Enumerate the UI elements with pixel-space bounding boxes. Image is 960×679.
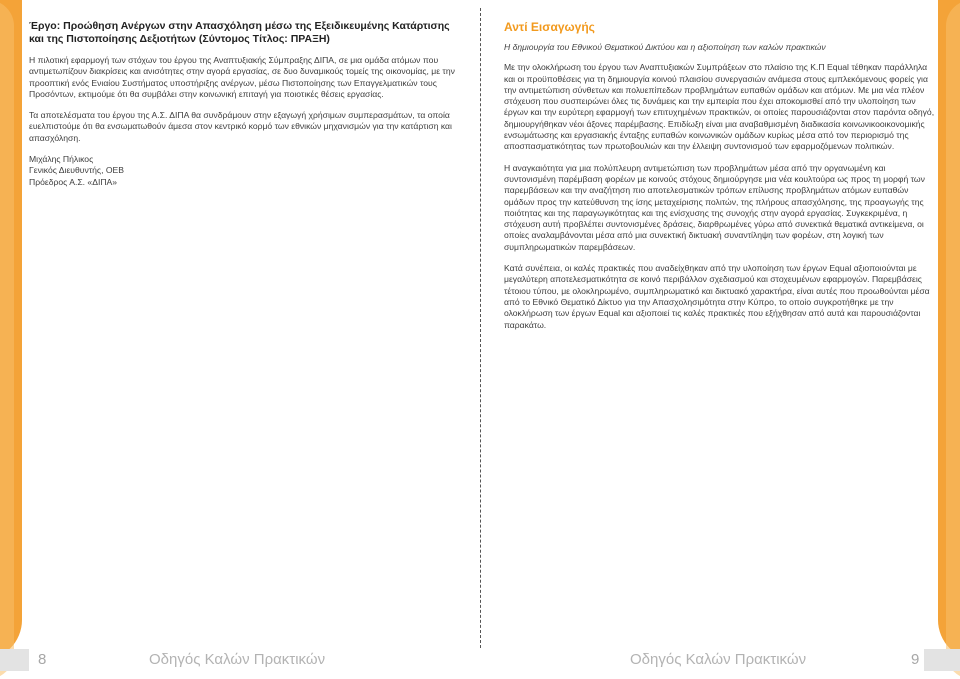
right-paragraph-1: Με την ολοκλήρωση του έργου των Αναπτυξιακών Συμπράξεων στο πλαίσιο της Κ.Π Equal τέθηκαν παράλληλα και οι προϋποθέσεις για τη δημιουργία κοινού πλαισίου συνεργασιών ανάμεσα στους εμπλεκόμενους φορείς για την αντιμετώπιση σύνθετων και πολυεπίπεδων προβλημάτων ευπαθών ομάδων και ατόμων. Με μια νέα πλέον στόχευση που συσπειρώνει όλες τις δυνάμεις και την εμπειρία που έχει αποκομισθεί από την υλοποίηση των έργων και την ευρύτερη εφαρμογή των επιτυχημένων πρακτικών, οι οποίες παρουσιάζονται στον παρόντα οδηγό, δημιουργήθηκαν νέοι άξονες παρέμβασης. Επιδίωξη είναι μια αναβαθμισμένη διαδικασία κοινωνικοοικονομικής ενσωμάτωσης και εργασιακής ένταξης ευπαθών κοινωνικών ομάδων κυρίως μέσα από τον περιορισμό της αποσπασματικότητας των πρωτοβουλιών και την έλλειψη συντονισμού των εφαρμοζόμενων πολιτικών. (504, 62, 935, 152)
signature-role: Γενικός Διευθυντής, ΟΕΒ (29, 165, 124, 176)
right-page-heading: Αντί Εισαγωγής (504, 20, 595, 34)
right-side-tab-highlight (946, 0, 960, 679)
right-page-subtitle: Η δημιουργία του Εθνικού Θεματικού Δικτύου και η αξιοποίηση των καλών πρακτικών (504, 42, 826, 52)
left-side-tab-highlight (0, 0, 14, 679)
right-paragraph-2: Η αναγκαιότητα για μια πολύπλευρη αντιμετώπιση των προβλημάτων μέσα από την οργανωμένη και συντονισμένη παρέμβαση φορέων με κοινούς στόχους δημιούργησε μια νέα κουλτούρα ως προς τη μορφή των παρεμβάσεων και την αναζήτηση πιο αποτελεσματικών τρόπων επίλυσης προβλημάτων ατόμων ευπαθών ομάδων προς την κατεύθυνση της ίσης μεταχείρισης πολιτών, της πλήρους απασχόλησης, της προαγωγής της ποιότητας και της παραγωγικότητας και της ενίσχυσης της συνοχής στην αγορά εργασίας. Συγκεκριμένα, η στόχευση αυτή προβλέπει συντονισμένες δράσεις, διαρθρωμένες γύρω από συνεκτικά θεματικά αντικείμενα, οι οποίες αναλαμβάνονται μέσα από μια συνεκτική δικτυακή συναντίληψη των φορέων, στη λογική των συμπληρωματικών παρεμβάσεων. (504, 162, 925, 252)
left-page-number: 8 (38, 651, 47, 668)
left-footer-title: Οδηγός Καλών Πρακτικών (149, 651, 326, 668)
right-page (504, 20, 936, 341)
signature-block (29, 154, 459, 188)
left-paragraph-1: Η πιλοτική εφαρμογή των στόχων του έργου της Αναπτυξιακής Σύμπραξης ΔΙΠΑ, σε μια ομάδα ατόμων που αντιμετωπίζουν διακρίσεις και ανισότητες στην αγορά εργασίας, σε δυο δυναμικούς τομείς της οικονομίας, με την προοπτική ενός Ενιαίου Συστήματος υποστήριξης ανέργων, μέσω Πιστοποίησης των Επαγγελματικών τους Προσόντων, εκτιμούμε ότι θα συμβάλει στην κοινωνική επιταγή για ποιοτικές θέσεις εργασίας. (29, 55, 455, 99)
right-page-number: 9 (911, 651, 920, 668)
left-footer-bar (0, 649, 29, 671)
left-page-heading: Έργο: Προώθηση Ανέργων στην Απασχόληση μέσω της Εξειδικευμένης Κατάρτισης και της Πιστοποίησης Δεξιοτήτων (Σύντομος Τίτλος: ΠΡΑΞΗ) (29, 20, 450, 45)
signature-name: Μιχάλης Πήλικος (29, 154, 94, 165)
left-page (29, 20, 459, 188)
right-footer-title: Οδηγός Καλών Πρακτικών (630, 651, 807, 668)
right-footer-bar (924, 649, 960, 671)
signature-title: Πρόεδρος Α.Σ. «ΔΙΠΑ» (29, 176, 118, 187)
right-paragraph-3: Κατά συνέπεια, οι καλές πρακτικές που αναδείχθηκαν από την υλοποίηση των έργων Equal αξιοποιούνται με μεγαλύτερη αποτελεσματικότητα σε κοινό περιβάλλον σχεδιασμού και στοχευμένων εφαρμογών. Παρεμβάσεις τέτοιου τύπου, με ολοκληρωμένο, συμπληρωματικό και δικτυακό χαρακτήρα, είναι αυτές που προωθούνται μέσα από το Εθνικό Θεματικό Δίκτυο για την Απασχολησιμότητα στην Κύπρο, το οποίο συγκροτήθηκε με την ολοκλήρωση των έργων Equal και αξιοποιεί τις καλές πρακτικές που εξήχθησαν από αυτά και παρουσιάζονται παρακάτω. (504, 263, 930, 330)
left-paragraph-2: Τα αποτελέσματα του έργου της Α.Σ. ΔΙΠΑ θα συνδράμουν στην εξαγωγή χρήσιμων συμπερασμάτων, τα οποία ευελπιστούμε ότι θα ενσωματωθούν άμεσα στον κεντρικό κορμό των εθνικών μηχανισμών για την κατάρτιση και απασχόληση. (29, 110, 452, 143)
page-divider (480, 8, 481, 648)
